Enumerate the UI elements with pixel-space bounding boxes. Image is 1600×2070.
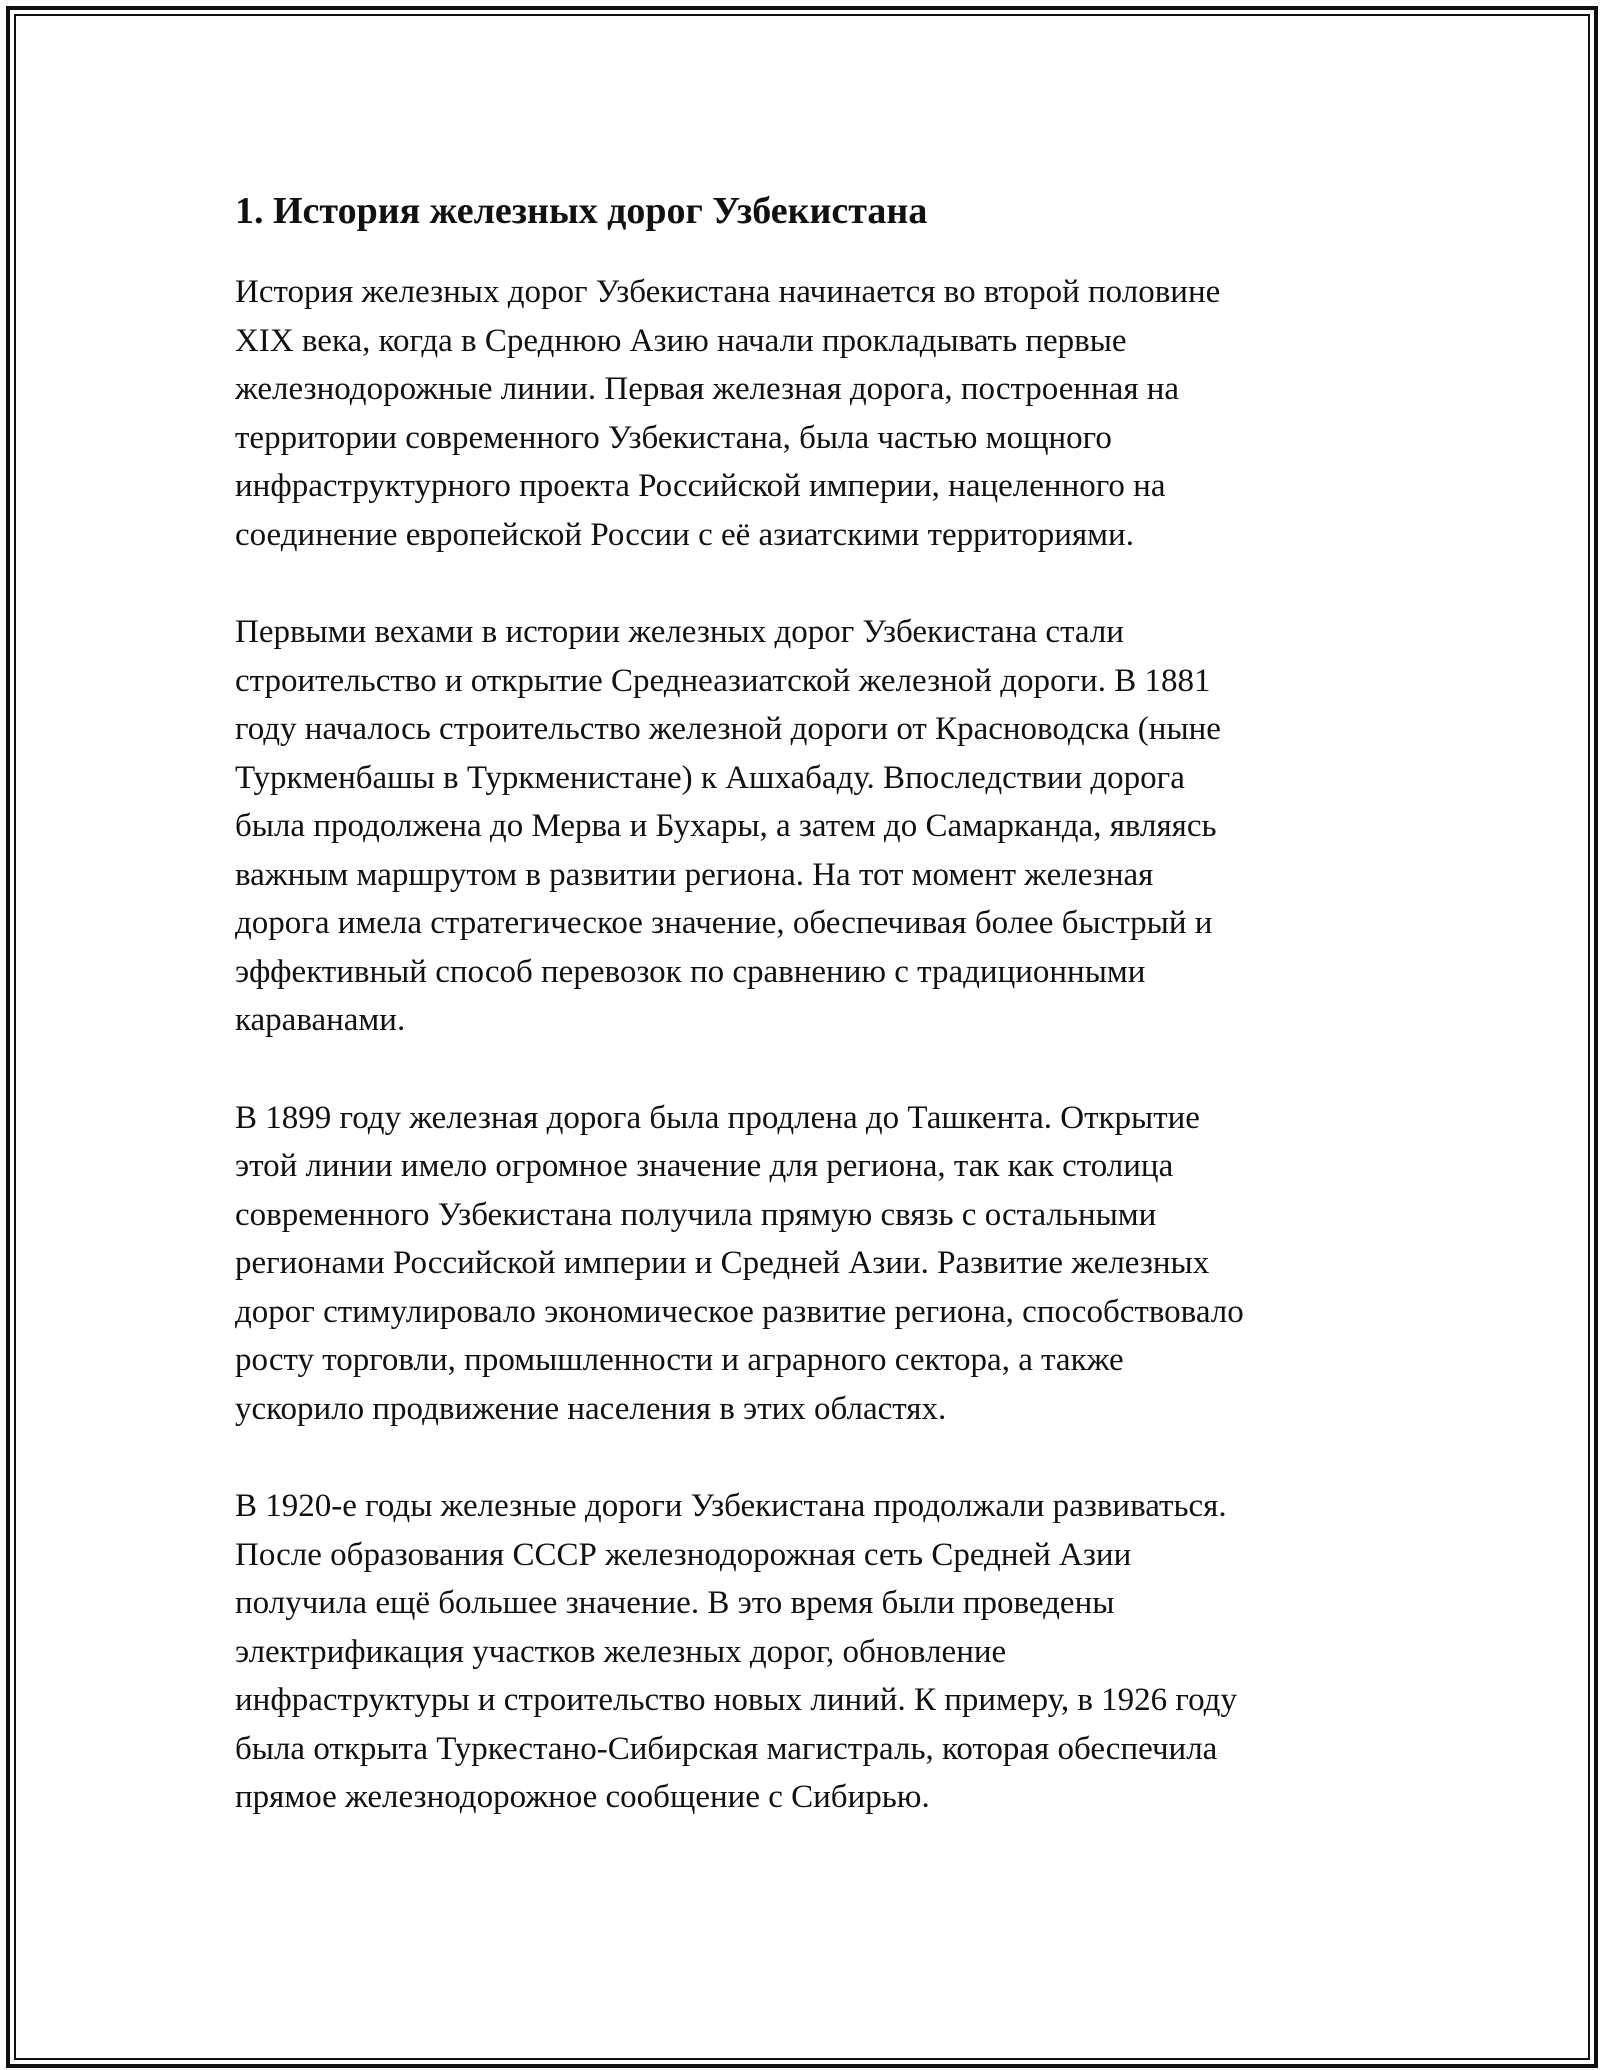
paragraph-4 bbox=[235, 1482, 1375, 1822]
paragraph-line: важным маршрутом в развитии региона. На тот момент железная bbox=[235, 856, 1154, 893]
section-title: 1. История железных дорог Узбекистана bbox=[235, 190, 928, 232]
paragraph-line: электрификация участков железных дорог, обновление bbox=[235, 1633, 1007, 1670]
paragraph-line: ускорило продвижение населения в этих областях. bbox=[235, 1390, 947, 1427]
paragraph-line: современного Узбекистана получила прямую связь с остальными bbox=[235, 1196, 1157, 1233]
paragraph-line: была открыта Туркестано-Сибирская магистраль, которая обеспечила bbox=[235, 1730, 1218, 1767]
paragraph-line: году началось строительство железной дороги от Красноводска (ныне bbox=[235, 711, 1221, 747]
paragraph-line: Туркменбашы в Туркменистане) к Ашхабаду. Впоследствии дорога bbox=[235, 759, 1185, 796]
paragraph-line: прямое железнодорожное сообщение с Сибирью. bbox=[235, 1779, 930, 1815]
paragraph-line: была продолжена до Мерва и Бухары, а затем до Самарканда, являясь bbox=[235, 808, 1217, 844]
paragraph-line: этой линии имело огромное значение для региона, так как столица bbox=[235, 1148, 1174, 1184]
paragraph-line: строительство и открытие Среднеазиатской железной дороги. В 1881 bbox=[235, 662, 1211, 699]
paragraph-2 bbox=[235, 608, 1375, 1045]
paragraph-line: История железных дорог Узбекистана начинается во второй половине bbox=[235, 274, 1221, 310]
paragraph-line: После образования СССР железнодорожная сеть Средней Азии bbox=[235, 1536, 1132, 1573]
paragraph-line: караванами. bbox=[235, 1002, 406, 1038]
paragraph-line: получила ещё большее значение. В это время были проведены bbox=[235, 1585, 1115, 1621]
paragraph-line: В 1920-е годы железные дороги Узбекистана продолжали развиваться. bbox=[235, 1488, 1227, 1524]
paragraph-line: Первыми вехами в истории железных дорог Узбекистана стали bbox=[235, 614, 1124, 650]
paragraph-line: XIX века, когда в Среднюю Азию начали прокладывать первые bbox=[235, 322, 1127, 359]
paragraph-line: эффективный способ перевозок по сравнению с традиционными bbox=[235, 953, 1146, 990]
paragraph-line: соединение европейской России с её азиатскими территориями. bbox=[235, 516, 1134, 553]
paragraph-line: регионами Российской империи и Средней Азии. Развитие железных bbox=[235, 1245, 1210, 1281]
paragraph-line: дорога имела стратегическое значение, обеспечивая более быстрый и bbox=[235, 905, 1213, 941]
paragraph-line: дорог стимулировало экономическое развитие региона, способствовало bbox=[235, 1293, 1244, 1330]
paragraph-line: В 1899 году железная дорога была продлена до Ташкента. Открытие bbox=[235, 1099, 1200, 1136]
paragraph-line: инфраструктурного проекта Российской империи, нацеленного на bbox=[235, 468, 1166, 504]
paragraph-line: росту торговли, промышленности и аграрного сектора, а также bbox=[235, 1342, 1124, 1378]
paragraph-3 bbox=[235, 1094, 1375, 1434]
paragraph-line: территории современного Узбекистана, была частью мощного bbox=[235, 419, 1112, 456]
document-body bbox=[235, 188, 1375, 1871]
paragraph-line: железнодорожные линии. Первая железная дорога, построенная на bbox=[235, 371, 1180, 407]
paragraph-line: инфраструктуры и строительство новых линий. К примеру, в 1926 году bbox=[235, 1682, 1237, 1718]
paragraph-1 bbox=[235, 268, 1375, 559]
